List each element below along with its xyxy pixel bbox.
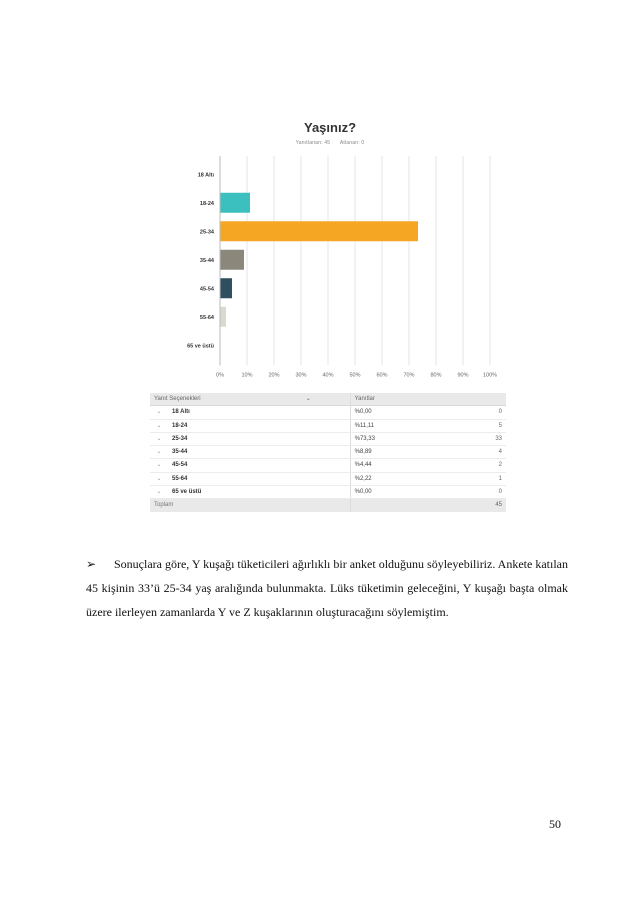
row-spacer [302, 419, 350, 432]
row-percent: %0,00 [350, 406, 453, 419]
bar [220, 193, 250, 213]
row-percent: %11,11 [350, 419, 453, 432]
row-label: 18-24 [168, 419, 302, 432]
row-spacer [302, 432, 350, 445]
y-tick-label: 25-34 [199, 229, 214, 236]
row-label: 45-54 [168, 459, 302, 472]
paragraph-text: Sonuçlara göre, Y kuşağı tüketicileri ağırlıklı bir anket olduğunu söyleyebiliriz. Ankete katılan 45 kişinin 33’ü 25-34 yaş aralığında bulunmakta. Lüks tüketimin geleceğini, Y kuşağı başta olmak üzere ilerleyen zamanlarda Y ve Z kuşaklarının oluşturacağını söylemiştim. [86, 557, 568, 619]
table-row[interactable] [150, 406, 506, 419]
bar [220, 307, 226, 327]
row-count: 5 [453, 419, 506, 432]
table-row[interactable] [150, 446, 506, 459]
x-tick-label: 100% [482, 372, 498, 377]
row-spacer [302, 472, 350, 485]
chevron-down-icon[interactable]: ⌄ [150, 486, 168, 499]
y-tick-label: 65 ve üstü [187, 343, 214, 350]
row-spacer [302, 406, 350, 419]
row-count: 1 [453, 472, 506, 485]
header-responses: Yanıtlar [350, 393, 453, 406]
skipped-count: Atlanan: 0 [339, 140, 365, 146]
x-tick-label: 20% [268, 372, 280, 377]
page-number: 50 [549, 817, 561, 831]
table-row[interactable] [150, 459, 506, 472]
row-percent: %2,22 [350, 472, 453, 485]
row-label: 55-64 [168, 472, 302, 485]
row-percent: %4,44 [350, 459, 453, 472]
x-tick-label: 70% [403, 372, 415, 377]
row-label: 18 Altı [168, 406, 302, 419]
chart-subtitle [150, 140, 510, 146]
chevron-down-icon[interactable]: ⌄ [150, 459, 168, 472]
response-table [150, 393, 506, 512]
table-row[interactable] [150, 419, 506, 432]
chevron-down-icon[interactable]: ⌄ [150, 472, 168, 485]
row-label: 35-44 [168, 446, 302, 459]
header-options: Yanıt Seçenekleri [150, 393, 302, 406]
chevron-down-icon[interactable]: ⌄ [150, 446, 168, 459]
row-spacer [302, 446, 350, 459]
chevron-down-icon[interactable]: ⌄ [150, 432, 168, 445]
table-row[interactable] [150, 486, 506, 499]
x-tick-label: 90% [457, 372, 469, 377]
bar [220, 278, 232, 298]
row-count: 0 [453, 406, 506, 419]
survey-chart [150, 112, 510, 377]
y-tick-label: 35-44 [199, 257, 214, 264]
row-percent: %73,33 [350, 432, 453, 445]
x-tick-label: 60% [376, 372, 388, 377]
bar [220, 250, 244, 270]
y-tick-label: 18 Altı [197, 172, 214, 179]
row-count: 0 [453, 486, 506, 499]
x-tick-label: 50% [349, 372, 361, 377]
table-row[interactable] [150, 472, 506, 485]
y-tick-label: 18-24 [199, 200, 214, 207]
total-count: 45 [453, 499, 506, 512]
chevron-down-icon[interactable]: ⌄ [150, 419, 168, 432]
row-percent: %0,00 [350, 486, 453, 499]
x-tick-label: 10% [241, 372, 253, 377]
row-percent: %8,89 [350, 446, 453, 459]
row-label: 65 ve üstü [168, 486, 302, 499]
body-paragraph [86, 552, 568, 624]
bar-chart-svg [150, 112, 510, 377]
y-tick-label: 45-54 [199, 286, 214, 293]
header-count [453, 393, 506, 406]
row-label: 25-34 [168, 432, 302, 445]
row-spacer [302, 459, 350, 472]
chart-title: Yaşınız? [303, 120, 357, 135]
x-tick-label: 30% [295, 372, 307, 377]
row-count: 33 [453, 432, 506, 445]
answered-count: Yanıtlanan: 45 [295, 140, 331, 146]
bar [220, 221, 418, 241]
x-tick-label: 40% [322, 372, 334, 377]
x-tick-label: 0% [216, 372, 224, 377]
table-row[interactable] [150, 432, 506, 445]
row-count: 2 [453, 459, 506, 472]
arrowhead-bullet-icon: ➢ [86, 557, 97, 571]
x-tick-label: 80% [430, 372, 442, 377]
row-spacer [302, 486, 350, 499]
total-label: Toplam [150, 499, 350, 512]
y-tick-label: 55-64 [199, 314, 214, 321]
row-count: 4 [453, 446, 506, 459]
chevron-down-icon[interactable]: ⌄ [150, 406, 168, 419]
chevron-down-icon[interactable]: ⌄ [302, 393, 350, 406]
